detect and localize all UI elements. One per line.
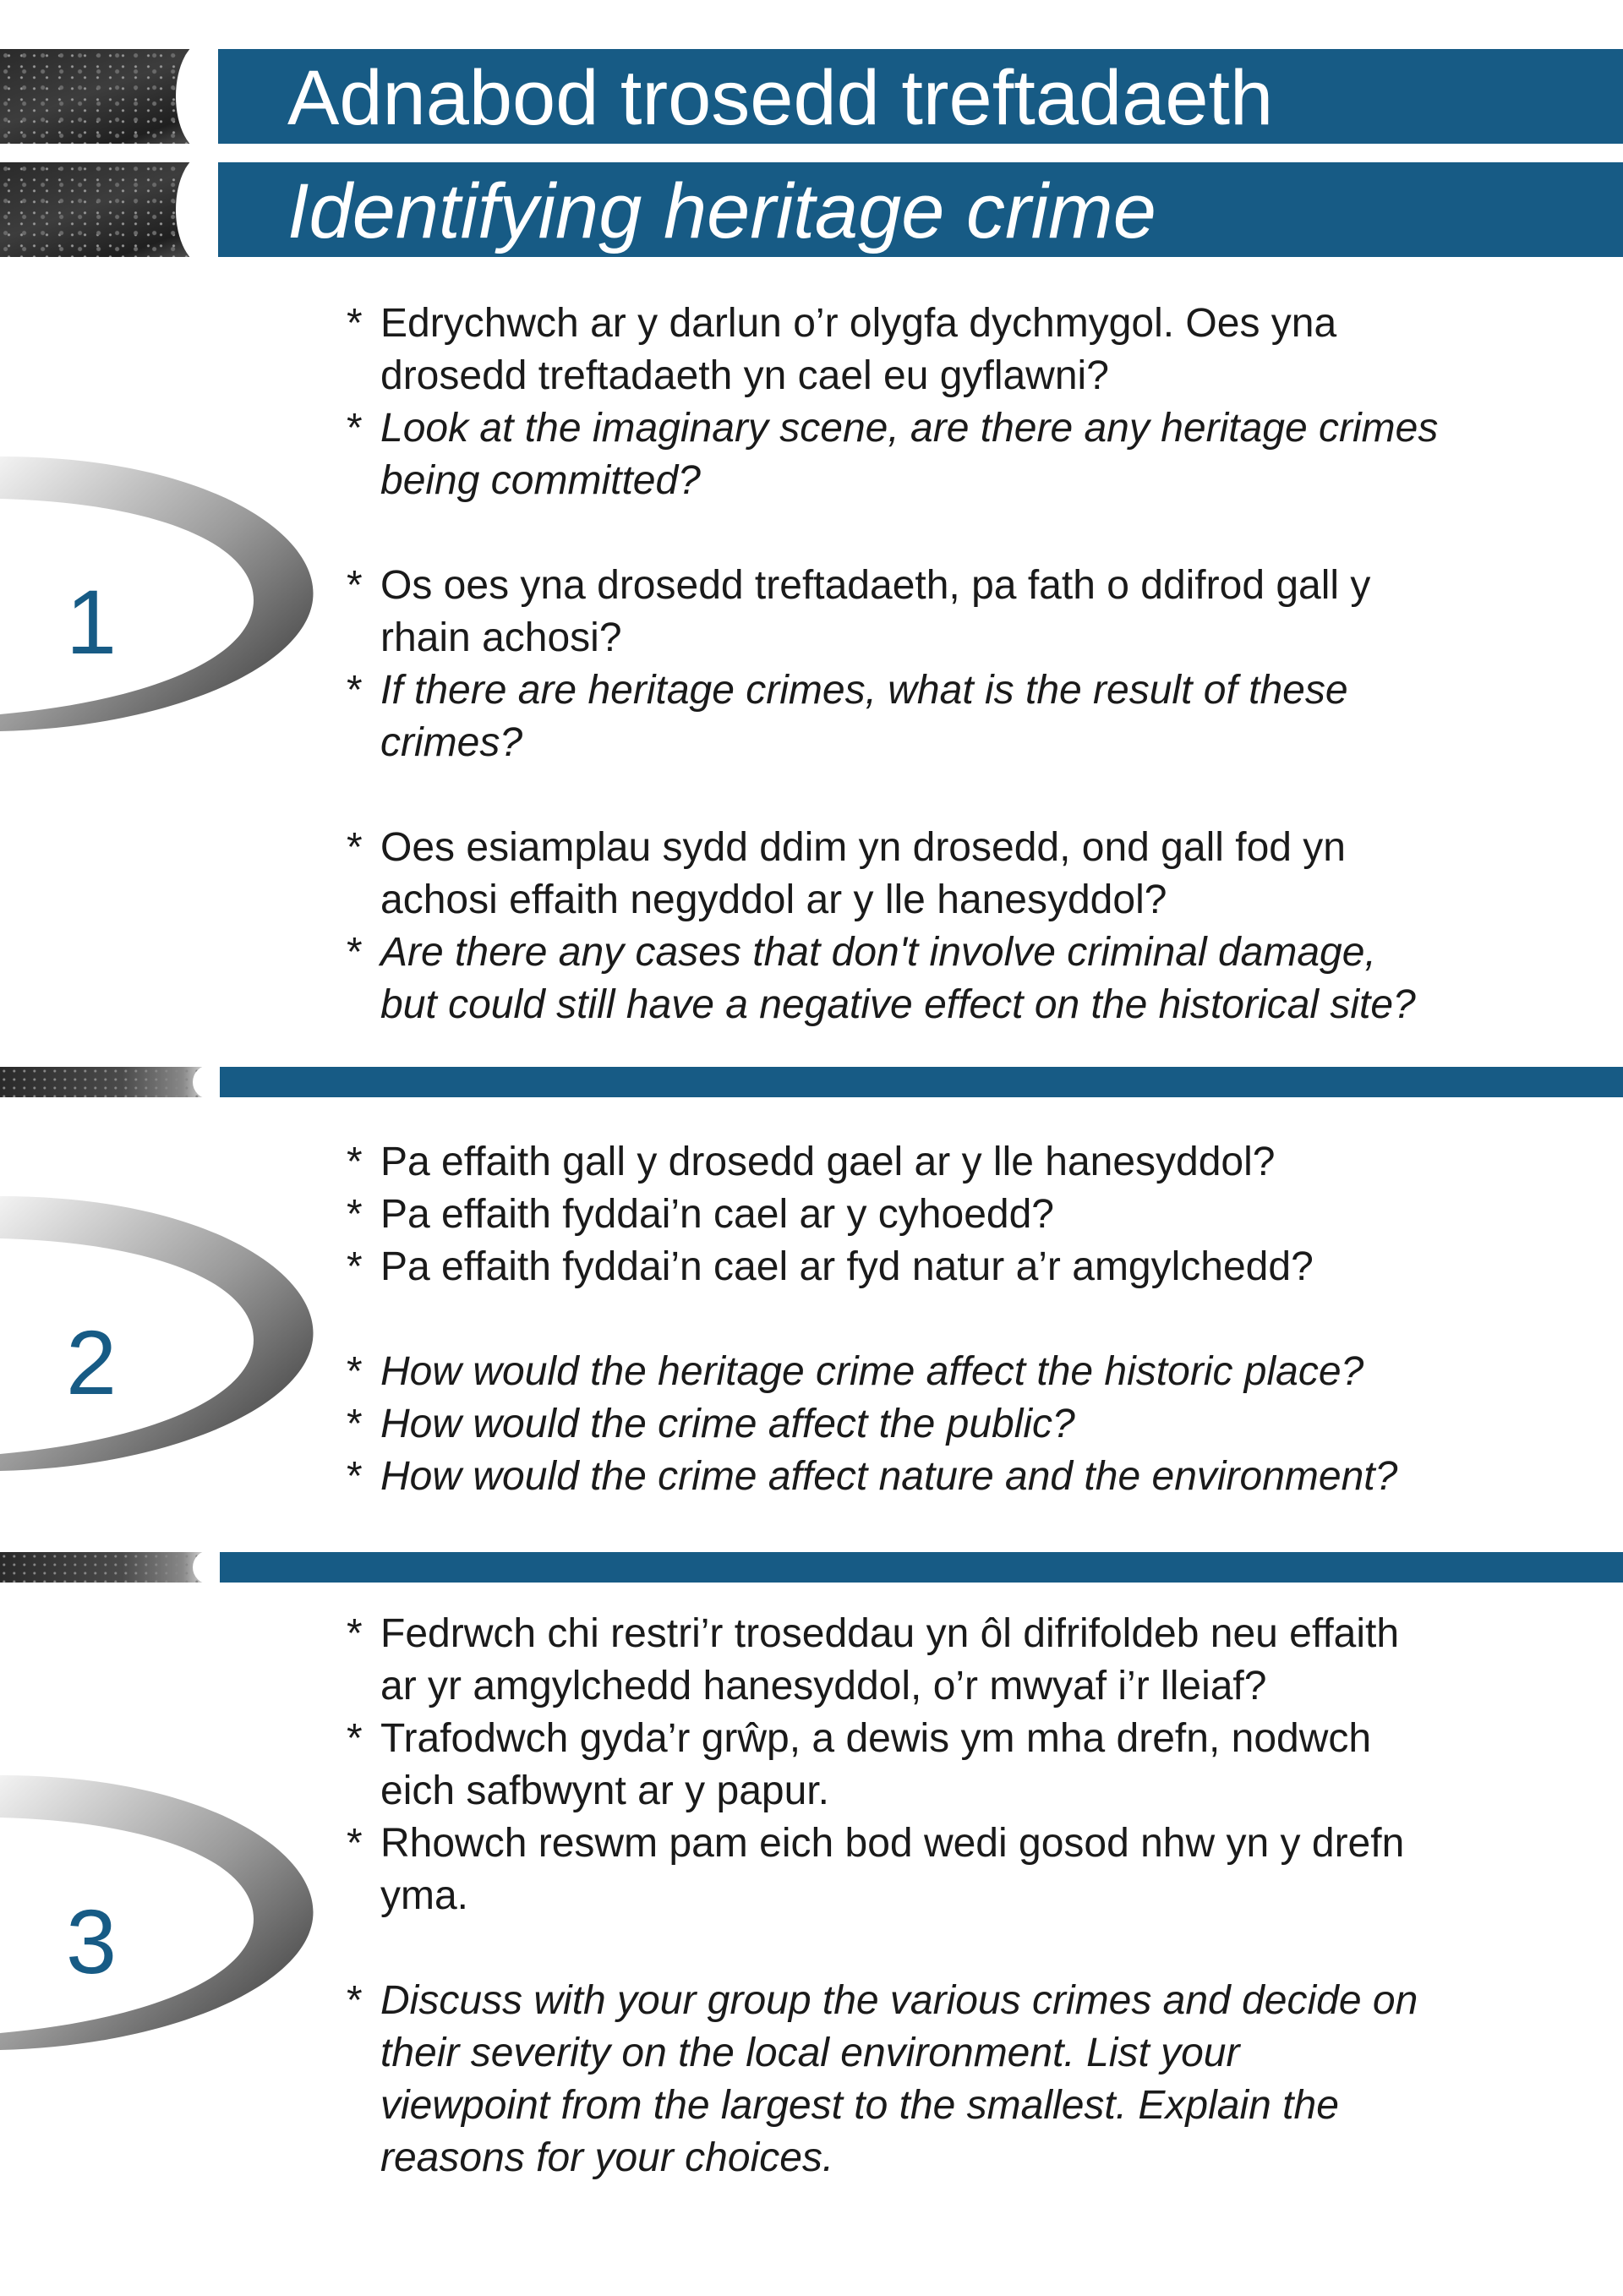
question-line: rhain achosi?: [380, 615, 622, 660]
question-line: eich safbwynt ar y papur.: [380, 1768, 829, 1813]
bullet-marker: *: [347, 1978, 363, 2023]
bullet-marker: *: [347, 1454, 363, 1499]
bullet-marker: *: [347, 1611, 363, 1656]
question-line-english: being committed?: [380, 458, 701, 503]
section-number-1: 1: [66, 571, 117, 673]
section-2: [347, 1136, 1589, 1503]
question-line: drosedd treftadaeth yn cael eu gyflawni?: [380, 353, 1109, 398]
bullet-marker: *: [347, 1349, 363, 1394]
bullet-marker: *: [347, 1402, 363, 1446]
page-title-english: Identifying heritage crime: [287, 168, 1156, 254]
question-line: * Fedrwch chi restri’r troseddau yn ôl difrifoldeb neu effaith: [347, 1608, 1589, 1660]
question-line-english: reasons for your choices.: [380, 2135, 834, 2180]
section-divider-1: [220, 1067, 1623, 1097]
question-line: * Rhowch reswm pam eich bod wedi gosod nhw yn y drefn: [347, 1818, 1589, 1870]
question-line-english: their severity on the local environment. List your: [380, 2031, 1240, 2075]
bullet-marker: *: [347, 1244, 363, 1289]
question-line: * Pa effaith fyddai’n cael ar y cyhoedd?: [347, 1189, 1589, 1241]
header-stone-texture-1: [0, 49, 210, 144]
question-line-english: * How would the crime affect the public?: [347, 1398, 1589, 1451]
question-line: * Pa effaith gall y drosedd gael ar y lle hanesyddol?: [347, 1136, 1589, 1189]
bullet-marker: *: [347, 1716, 363, 1761]
question-line-english: * Are there any cases that don't involve criminal damage,: [347, 927, 1589, 979]
bullet-marker: *: [347, 406, 363, 451]
section-number-3: 3: [66, 1890, 117, 1993]
question-line-english: * Look at the imaginary scene, are there any heritage crimes: [347, 402, 1589, 455]
question-line-english: * How would the heritage crime affect the historic place?: [347, 1346, 1589, 1398]
question-line: achosi effaith negyddol ar y lle hanesyddol?: [380, 877, 1167, 922]
bullet-marker: *: [347, 668, 363, 713]
question-line: * Trafodwch gyda’r grŵp, a dewis ym mha drefn, nodwch: [347, 1713, 1589, 1765]
question-line: yma.: [380, 1873, 469, 1918]
ring-graphic-3: [0, 1758, 321, 2063]
bullet-marker: *: [347, 825, 363, 870]
bullet-marker: *: [347, 930, 363, 975]
page-title-welsh: Adnabod trosedd treftadaeth: [287, 55, 1274, 141]
section-divider-2: [220, 1552, 1623, 1583]
bullet-marker: *: [347, 1140, 363, 1184]
bullet-marker: *: [347, 1192, 363, 1237]
question-line-english: * How would the crime affect nature and the environment?: [347, 1451, 1589, 1503]
section-3: [347, 1608, 1589, 2184]
question-line: * Pa effaith fyddai’n cael ar fyd natur a’r amgylchedd?: [347, 1241, 1589, 1293]
bullet-marker: *: [347, 563, 363, 608]
bullet-marker: *: [347, 1821, 363, 1866]
question-line-english: but could still have a negative effect on the historical site?: [380, 982, 1416, 1027]
divider-stone-2: [0, 1552, 203, 1583]
divider-stone-1: [0, 1067, 203, 1097]
section-1: [347, 298, 1589, 1031]
question-line: * Os oes yna drosedd treftadaeth, pa fath o ddifrod gall y: [347, 560, 1589, 612]
question-line-english: viewpoint from the largest to the smallest. Explain the: [380, 2083, 1339, 2128]
question-line: * Edrychwch ar y darlun o’r olygfa dychmygol. Oes yna: [347, 298, 1589, 350]
question-line-english: * Discuss with your group the various crimes and decide on: [347, 1975, 1589, 2027]
question-line: ar yr amgylchedd hanesyddol, o’r mwyaf i’r lleiaf?: [380, 1664, 1267, 1708]
bullet-marker: *: [347, 301, 363, 346]
section-number-2: 2: [66, 1311, 117, 1413]
question-line-english: crimes?: [380, 720, 523, 765]
ring-graphic-2: [0, 1179, 321, 1484]
question-line: * Oes esiamplau sydd ddim yn drosedd, ond gall fod yn: [347, 822, 1589, 874]
question-line-english: * If there are heritage crimes, what is the result of these: [347, 664, 1589, 717]
ring-graphic-1: [0, 440, 321, 744]
header-stone-texture-2: [0, 162, 210, 257]
